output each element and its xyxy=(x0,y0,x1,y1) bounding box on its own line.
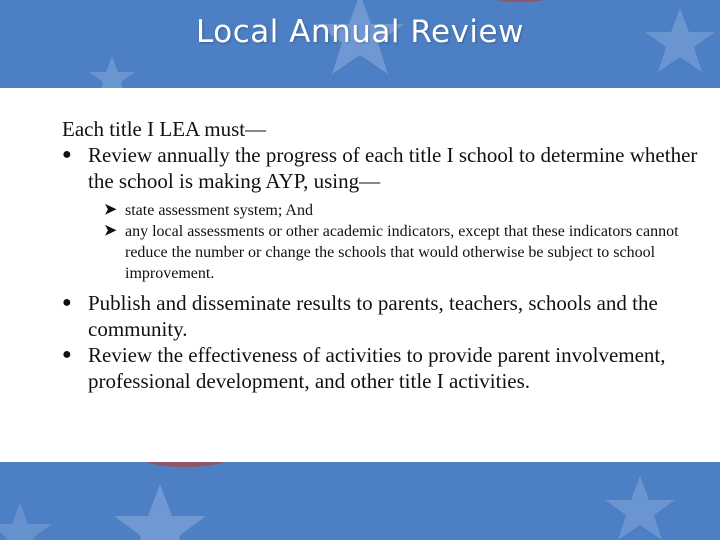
intro-text: Each title I LEA must— xyxy=(62,117,267,141)
star-icon xyxy=(114,484,206,540)
star-pattern-bottom xyxy=(0,462,720,540)
red-shape xyxy=(480,0,560,2)
sub-item-text: any local assessments or other academic indicators, except that these indicators cannot reduce the number or change the schools that would otherwise be subject to school improvement. xyxy=(125,223,679,282)
red-shape xyxy=(145,462,225,467)
arrow-icon: ➤ xyxy=(104,223,117,239)
footer-band xyxy=(0,462,720,540)
arrow-icon: ➤ xyxy=(104,202,117,218)
bullet-text: Publish and disseminate results to parents, teachers, schools and the community. xyxy=(88,291,658,341)
bullet-text: Review annually the progress of each title I school to determine whether the school is making AYP, using— xyxy=(88,143,698,193)
star-icon xyxy=(89,56,135,88)
list-item xyxy=(62,342,702,394)
list-item xyxy=(62,290,702,342)
header-band xyxy=(0,0,720,88)
list-item xyxy=(62,142,702,194)
bullet-text: Review the effectiveness of activities to provide parent involvement, professional development, and other title I activities. xyxy=(88,343,666,393)
bullet-icon: ● xyxy=(62,294,72,311)
sub-item-text: state assessment system; And xyxy=(125,202,313,219)
star-icon xyxy=(605,476,675,540)
star-icon xyxy=(0,502,52,540)
bullet-icon: ● xyxy=(62,346,72,363)
sub-list-item xyxy=(88,200,702,221)
bullet-icon: ● xyxy=(62,146,72,163)
sub-list-item xyxy=(88,221,702,284)
slide-body xyxy=(62,116,702,394)
slide-title: Local Annual Review xyxy=(196,14,524,50)
